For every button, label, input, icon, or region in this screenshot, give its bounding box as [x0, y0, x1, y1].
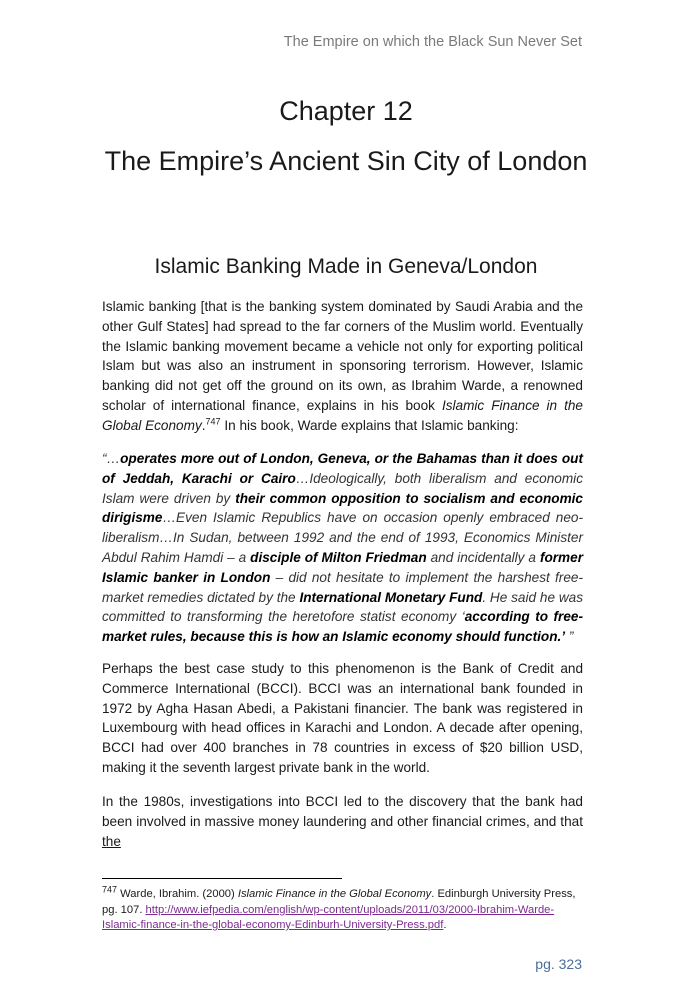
footnote-link[interactable]: http://www.iefpedia.com/english/wp-content/uploads/2011/03/2000-Ibrahim-Warde-Islamic-finance-in-the-global-economy-Edinburh-University-Press.pdf — [102, 903, 555, 931]
quote-part-6: . He said he was committed to transforming the heretofore statist economy ‘ — [102, 589, 584, 625]
quote-bold-5: International Monetary Fund — [299, 589, 483, 605]
quote-part-5: – did not hesitate to implement the harshest free-market remedies dictated by the — [102, 569, 583, 605]
paragraph-intro-text-a: Islamic banking [that is the banking system dominated by Saudi Arabia and the other Gulf States] had spread to the far corners of the Muslim world. Eventually the Islamic banking movement became a vehicle not only for exporting political Islam but was also an instrument in sponsoring terrorism. However, Islamic banking did not get off the ground on its own, as Ibrahim Warde, a renowned scholar of international finance, explains in his book — [102, 299, 583, 413]
footnote-ref[interactable]: 747 — [205, 416, 221, 427]
quote-part-4: and incidentally a — [426, 549, 540, 565]
quote-part-3: …Even Islamic Republics have on occasion openly embraced neo-liberalism…In Sudan, between 1992 and the end of 1993, Economics Minister Abdul Rahim Hamdi – a — [102, 510, 583, 565]
paragraph-bcci: Perhaps the best case study to this phenomenon is the Bank of Credit and Commerce International (BCCI). BCCI was an international bank founded in 1972 by Agha Hasan Abedi, a Pakistani financier. The bank was registered in Luxembourg with head offices in Karachi and London. A decade after opening, BCCI had over 400 branches in 78 countries in excess of $20 billion USD, making it the seventh largest private bank in the world. — [102, 661, 583, 775]
footnote-separator — [102, 878, 342, 879]
paragraph-intro-text-b: . — [201, 417, 206, 433]
chapter-number: Chapter 12 — [279, 96, 413, 126]
footnote-number: 747 — [102, 884, 118, 895]
section-heading: Islamic Banking Made in Geneva/London — [154, 255, 538, 278]
paragraph-investigations-text: In the 1980s, investigations into BCCI led to the discovery that the bank had been involved in massive money laundering and other financial crimes, and that — [102, 794, 583, 829]
paragraph-investigations — [102, 792, 583, 851]
chapter-title: The Empire’s Ancient Sin City of London — [104, 146, 588, 176]
quote-bold-6: according to free-market rules, because this is how an Islamic economy should function.’ — [102, 609, 583, 645]
underlined-word: the — [102, 833, 121, 849]
quote-part-1: “… — [102, 451, 121, 466]
block-quote — [102, 449, 583, 647]
quote-bold-1: operates more out of London, Geneva, or the Bahamas than it does out of Jeddah, Karachi or Cairo — [102, 451, 583, 486]
footnote-end: . — [443, 919, 447, 931]
footnote-publisher: . Edinburgh University Press, pg. 107. — [102, 888, 576, 916]
page-number: pg. 323 — [535, 956, 582, 972]
quote-part-2: …Ideologically, both liberalism and economic Islam were driven by — [102, 470, 583, 506]
paragraph-intro-text-c: In his book, Warde explains that Islamic banking: — [220, 417, 519, 433]
footnote-author: Warde, Ibrahim. (2000) — [117, 888, 238, 900]
paragraph-intro — [102, 297, 583, 436]
footnote — [102, 884, 583, 934]
quote-bold-2: their common opposition to socialism and economic dirigisme — [102, 490, 583, 526]
quote-part-7: ” — [565, 629, 574, 645]
book-title: Islamic Finance in the Global Economy — [102, 397, 583, 433]
running-header: The Empire on which the Black Sun Never Set — [283, 34, 582, 50]
quote-bold-3: disciple of Milton Friedman — [250, 549, 427, 565]
footnote-book-title: Islamic Finance in the Global Economy — [237, 888, 432, 900]
quote-bold-4: former Islamic banker in London — [102, 549, 583, 585]
